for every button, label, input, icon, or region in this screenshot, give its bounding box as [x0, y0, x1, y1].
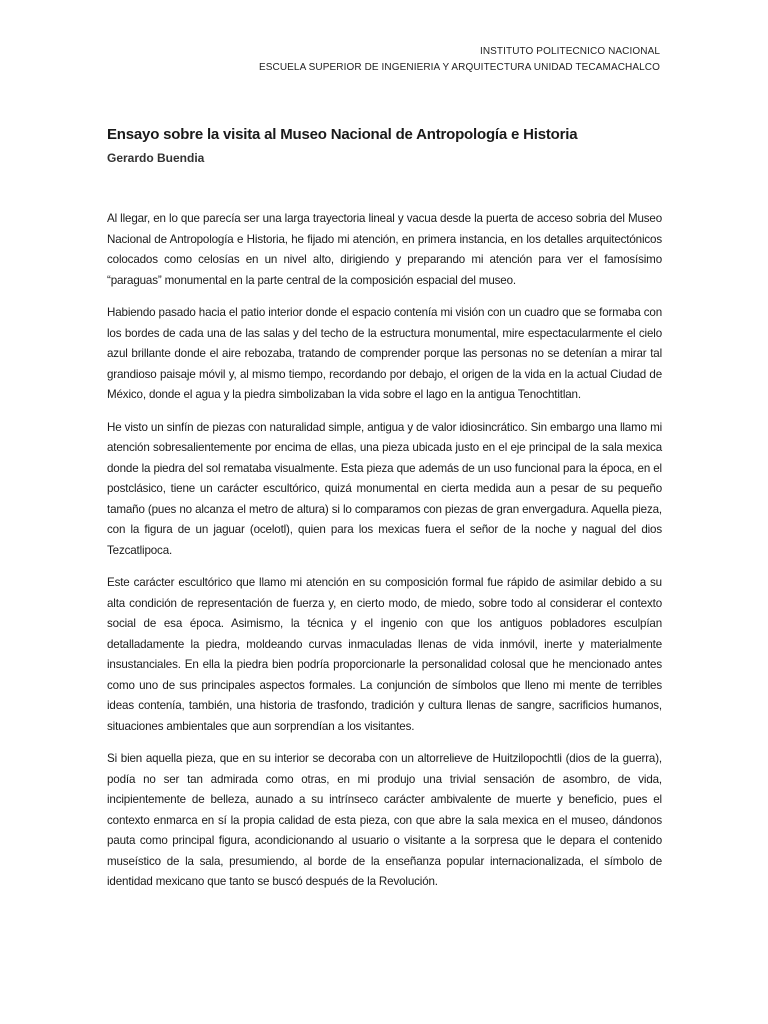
- essay-body: [107, 209, 662, 905]
- essay-title: Ensayo sobre la visita al Museo Nacional de Antropología e Historia: [107, 126, 578, 143]
- paragraph: Al llegar, en lo que parecía ser una larga trayectoria lineal y vacua desde la puerta de acceso sobria del Museo Nacional de Antropología e Historia, he fijado mi atención, en primera instancia, en los detalles arquitectónicos colocados como celosías en un nivel alto, dirigiendo y preparando mi atención para ver el famosísimo “paraguas” monumental en la parte central de la composición espacial del museo.: [107, 212, 662, 287]
- header-school: ESCUELA SUPERIOR DE INGENIERIA Y ARQUITECTURA UNIDAD TECAMACHALCO: [258, 61, 660, 73]
- paragraph: Si bien aquella pieza, que en su interior se decoraba con un altorrelieve de Huitzilopochtli (dios de la guerra), podía no ser tan admirada como otras, en mi produjo una trivial sensación de asombro, de vida, incipientemente de belleza, aunado a su intrínseco carácter ambivalente de muerte y beneficio, pues el contexto enmarca en sí la propia calidad de esta pieza, con que abre la sala mexica en el museo, dándonos pauta como principal figura, acondicionando al usuario o visitante a la sorpresa que le depara el contenido museístico de la sala, presumiendo, al borde de la enseñanza popular internacionalizada, el símbolo de identidad mexicano que tanto se buscó después de la Revolución.: [107, 752, 662, 888]
- paragraph: He visto un sinfín de piezas con naturalidad simple, antigua y de valor idiosincrático. Sin embargo una llamo mi atención sobresalientemente por encima de ellas, una pieza ubicada justo en el eje principal de la sala mexica donde la piedra del sol remataba visualmente. Esta pieza que además de un uso funcional para la época, en el postclásico, tiene un carácter escultórico, quizá monumental en cierta medida aun a pesar de su pequeño tamaño (pues no alcanza el metro de altura) si lo comparamos con piezas de gran envergadura. Aquella pieza, con la figura de un jaguar (ocelotl), quien para los mexicas fuera el señor de la noche y nagual del dios Tezcatlipoca.: [107, 420, 662, 557]
- essay-author: Gerardo Buendia: [107, 151, 205, 165]
- paragraph: Habiendo pasado hacia el patio interior donde el espacio contenía mi visión con un cuadro que se formaba con los bordes de cada una de las salas y del techo de la estructura monumental, mire espectacularmente el cielo azul brillante donde el aire rebozaba, tratando de comprender porque las personas no se detenían a mirar tal grandioso paisaje móvil y, al mismo tiempo, recordando por debajo, el origen de la vida en la actual Ciudad de México, donde el agua y la piedra simbolizaban la vida sobre el lago en la antigua Tenochtitlan.: [107, 306, 662, 401]
- document-header: [259, 44, 660, 75]
- paragraph: Este carácter escultórico que llamo mi atención en su composición formal fue rápido de asimilar debido a su alta condición de representación de fuerza y, en cierto modo, de miedo, sobre todo al considerar el contexto social de esa época. Asimismo, la técnica y el ingenio con que los antiguos pobladores esculpían detalladamente la piedra, moldeando curvas inmaculadas llenas de vida inmóvil, inerte y materialmente insustanciales. En ella la piedra bien podría proporcionarle la personalidad colosal que he mencionado antes como uno de sus principales aspectos formales. La conjunción de símbolos que lleno mi mente de terribles ideas contenía, también, una historia de trasfondo, tradición y cultura llenas de sangre, sacrificios humanos, situaciones ambientales que aun sorprendían a los visitantes.: [107, 576, 662, 733]
- header-institution: INSTITUTO POLITECNICO NACIONAL: [479, 46, 660, 57]
